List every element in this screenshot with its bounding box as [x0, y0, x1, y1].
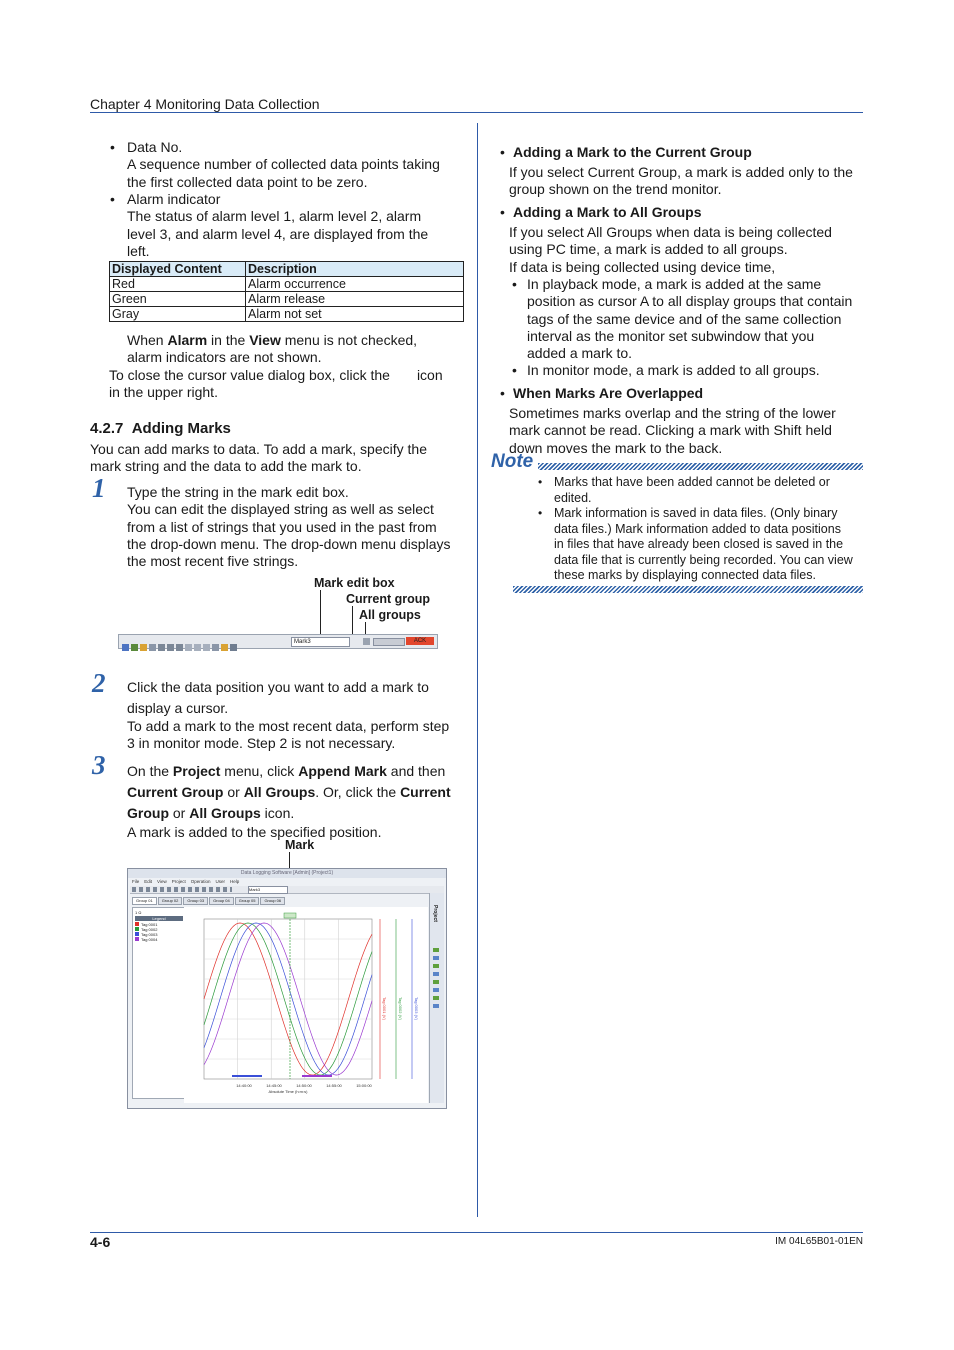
bullet: • — [110, 139, 115, 155]
toolbar-icon[interactable] — [131, 644, 138, 651]
bullet: • — [512, 362, 517, 378]
close-dialog-note: To close the cursor value dialog box, click the icon in the upper right. — [109, 367, 443, 401]
toolbar-icon[interactable] — [194, 644, 201, 651]
step-number-1: 1 — [92, 473, 106, 503]
mark-edit-box[interactable]: Mark3 — [248, 886, 288, 894]
note-bottom-rule — [513, 586, 863, 593]
toolbar-icon[interactable] — [212, 644, 219, 651]
column-divider — [477, 123, 478, 1217]
ack-button[interactable]: ACK — [406, 637, 434, 645]
data-no-block — [127, 139, 440, 191]
project-side-panel — [429, 893, 444, 1103]
callout-line — [352, 606, 353, 636]
legend-swatch — [135, 927, 139, 931]
legend-label: Tag 0004 — [141, 937, 158, 942]
toolbar-icon[interactable] — [158, 644, 165, 651]
legend-title: Legend — [135, 916, 183, 921]
alarm-bar — [302, 1075, 332, 1077]
menu-item[interactable]: Operation — [190, 879, 211, 884]
menu-item[interactable]: User — [215, 879, 226, 884]
callout-mark-edit-box: Mark edit box — [314, 576, 395, 590]
x-tick-label: 14:55:00 — [326, 1083, 342, 1088]
callout-line — [320, 590, 321, 636]
table-cell: Alarm release — [246, 292, 464, 307]
table-row — [110, 277, 464, 292]
app-screenshot — [127, 868, 447, 1109]
legend-item[interactable] — [135, 937, 157, 942]
toolbar-icon[interactable] — [132, 887, 232, 892]
data-no-line: A sequence number of collected data points taking — [127, 156, 440, 173]
overlapped-text: Sometimes marks overlap and the string of the lower mark cannot be read. Clicking a mark with Shift held down moves the mark to the back. — [509, 405, 836, 456]
all-groups-icon[interactable] — [363, 638, 370, 645]
current-group-text: If you select Current Group, a mark is added only to the group shown on the trend monitor. — [509, 164, 853, 198]
toolbar-icon[interactable] — [185, 644, 192, 651]
bullet: • — [512, 276, 517, 292]
playback-mode-text: In playback mode, a mark is added at the same position as cursor A to all display groups that contain tags of the same device and of the same collection interval as the monitor set subwindow that you added a mark to. — [527, 276, 853, 362]
table-cell: Alarm occurrence — [246, 277, 464, 292]
menu-bar — [132, 879, 244, 885]
tag-axis-label: Tag 0001 (V) — [382, 997, 387, 1020]
table-cell: Alarm not set — [246, 307, 464, 322]
note-top-rule — [538, 463, 863, 470]
data-no-line: the first collected data point to be zero. — [127, 173, 368, 190]
alarm-block — [127, 191, 428, 260]
bullet: • — [500, 204, 505, 220]
page-number: 4-6 — [90, 1234, 111, 1250]
group-tab[interactable]: Group 01 — [132, 897, 157, 905]
legend-swatch — [135, 932, 139, 936]
alarm-view-note: When Alarm in the View menu is not checked, alarm indicators are not shown. — [127, 332, 418, 366]
group-tab[interactable]: Group 06 — [260, 897, 285, 905]
toolbar-icon[interactable] — [230, 644, 237, 651]
toolbar-icon[interactable] — [122, 644, 129, 651]
note-title: Note — [491, 451, 534, 472]
step-3-text: On the Project menu, click Append Mark and then Current Group or All Groups. Or, click the Current Group or All Groups icon. A mark is added to the specified position. — [127, 763, 451, 840]
bullet: • — [500, 144, 505, 160]
heading-current-group: Adding a Mark to the Current Group — [513, 144, 752, 160]
bullet: • — [538, 475, 543, 489]
document-id: IM 04L65B01-01EN — [775, 1236, 863, 1247]
toolbar-screenshot — [118, 634, 438, 649]
callout-all-groups: All groups — [359, 608, 421, 622]
panel-icons[interactable] — [433, 948, 439, 1008]
menu-item[interactable]: Help — [230, 879, 240, 884]
heading-overlapped: When Marks Are Overlapped — [513, 385, 704, 401]
current-group-icon[interactable] — [350, 638, 357, 645]
x-tick-label: 15:00:00 — [356, 1083, 372, 1088]
header-rule — [90, 112, 863, 113]
toolbar-icon[interactable] — [140, 644, 147, 651]
x-tick-label: 14:40:00 — [236, 1083, 252, 1088]
toolbar-icon[interactable] — [203, 644, 210, 651]
mark-edit-box[interactable]: Mark3 — [291, 637, 350, 647]
footer-rule — [90, 1232, 863, 1233]
menu-item[interactable]: Project — [171, 879, 186, 884]
bullet: • — [110, 191, 115, 207]
legend-panel: 1 Ω Legend Tag 0001 Tag 0002 Tag 0003 Tag 0004 — [132, 907, 186, 1099]
playback-slider[interactable] — [373, 638, 405, 646]
x-tick-label: 14:50:00 — [296, 1083, 312, 1088]
alarm-line: level 3, and alarm level 4, are displayed from the — [127, 225, 429, 242]
legend-swatch — [135, 937, 139, 941]
toolbar-icon[interactable] — [176, 644, 183, 651]
group-tab[interactable]: Group 04 — [209, 897, 234, 905]
bullet: • — [500, 385, 505, 401]
bullet: • — [538, 506, 543, 520]
project-tab[interactable]: Project — [432, 905, 438, 922]
table-cell: Red — [110, 277, 246, 292]
menu-item[interactable]: File — [132, 879, 140, 884]
menu-item[interactable]: View — [157, 879, 167, 884]
table-cell: Gray — [110, 307, 246, 322]
toolbar-icon[interactable] — [221, 644, 228, 651]
step-number-2: 2 — [92, 668, 106, 698]
tag-axis-label: Tag 0002 (V) — [398, 997, 403, 1020]
mark-label — [284, 913, 296, 918]
step-number-3: 3 — [92, 750, 106, 780]
group-tab[interactable]: Group 02 — [158, 897, 183, 905]
monitor-mode-text: In monitor mode, a mark is added to all groups. — [527, 362, 820, 378]
step-1-text: Type the string in the mark edit box. You can edit the displayed string as well as select from a list of strings that you used in the past from the drop-down menu. The drop-down menu displays the most recent five strings. — [127, 484, 451, 570]
group-tabs — [132, 897, 286, 904]
group-tab[interactable]: Group 05 — [235, 897, 260, 905]
section-intro: You can add marks to data. To add a mark, specify the mark string and the data to add the mark to. — [90, 441, 427, 475]
table-header: Displayed Content — [110, 262, 246, 277]
toolbar-icon[interactable] — [149, 644, 156, 651]
trend-plot[interactable] — [184, 907, 428, 1103]
note-item: Marks that have been added cannot be deleted or edited. — [554, 475, 830, 505]
toolbar-icon[interactable] — [167, 644, 174, 651]
step-2-text: Click the data position you want to add a mark to display a cursor. To add a mark to the most recent data, perform step 3 in monitor mode. Step 2 is not necessary. — [127, 679, 450, 751]
tag-axis-label: Tag 0003 (V) — [414, 997, 419, 1020]
alarm-line: left. — [127, 242, 150, 259]
x-tick-label: 14:45:00 — [266, 1083, 282, 1088]
legend-swatch — [135, 922, 139, 926]
data-no-title: Data No. — [127, 139, 183, 155]
legend-label: Tag 0002 — [141, 927, 158, 932]
table-header: Description — [246, 262, 464, 277]
window-title: Data Logging Software [Admin] (Project1) — [128, 869, 446, 878]
callout-mark: Mark — [285, 838, 315, 852]
table-row — [110, 292, 464, 307]
all-groups-text: If you select All Groups when data is being collected using PC time, a mark is added to all groups. If data is being collected using device time, — [509, 224, 832, 275]
table-header-row — [110, 262, 464, 277]
heading-all-groups: Adding a Mark to All Groups — [513, 204, 702, 220]
chapter-header: Chapter 4 Monitoring Data Collection — [90, 96, 320, 112]
callout-current-group: Current group — [346, 592, 431, 606]
alarm-bar — [232, 1075, 262, 1077]
table-cell: Green — [110, 292, 246, 307]
legend-label: Tag 0001 — [141, 922, 158, 927]
group-tab[interactable]: Group 03 — [183, 897, 208, 905]
table-row — [110, 307, 464, 322]
x-axis-label: Absolute Time (h:m:s) — [268, 1089, 308, 1094]
legend-label: Tag 0003 — [141, 932, 158, 937]
toolbar-icons — [121, 638, 238, 656]
menu-item[interactable]: Edit — [144, 879, 153, 884]
note-item: Mark information is saved in data files. (Only binary data files.) Mark information added to data positions in files that have already been closed is saved in the data file that is currently being recorded. You can view these marks by displaying connected data files. — [554, 506, 853, 582]
app-toolbar — [130, 886, 444, 894]
alarm-title: Alarm indicator — [127, 191, 221, 207]
alarm-color-table — [109, 261, 464, 322]
legend-list — [135, 922, 157, 942]
alarm-line: The status of alarm level 1, alarm level 2, alarm — [127, 208, 422, 225]
section-heading: 4.2.7 Adding Marks — [90, 420, 231, 437]
